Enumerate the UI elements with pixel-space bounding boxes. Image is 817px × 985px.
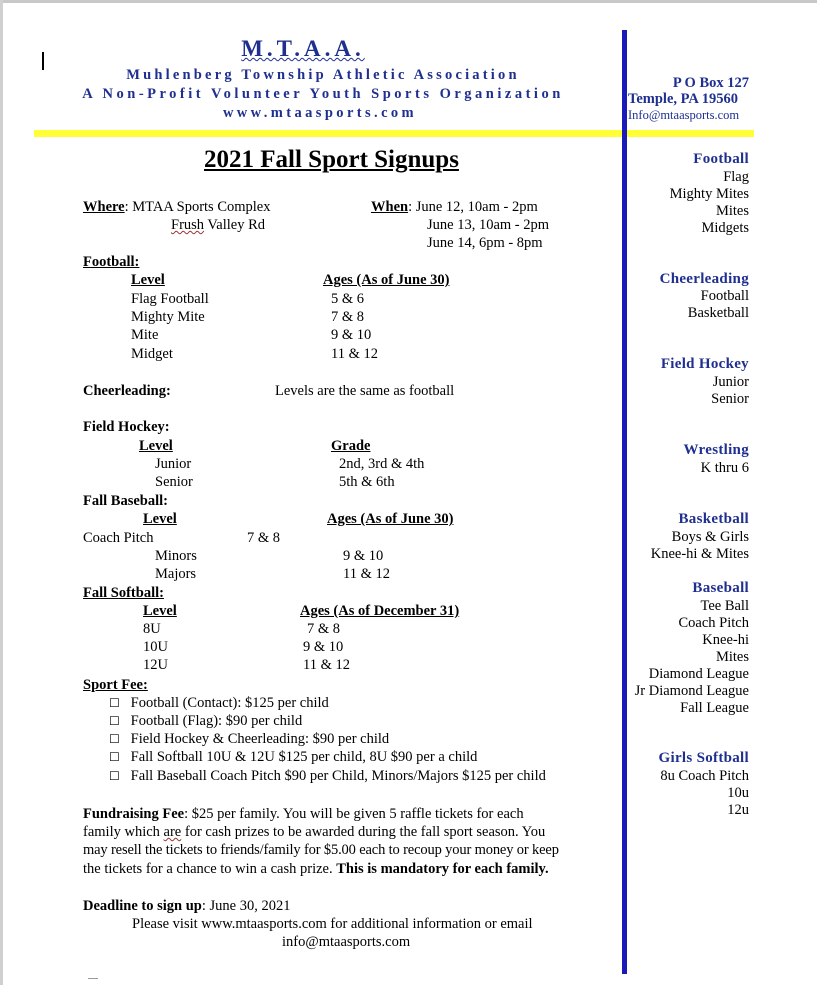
sidebar-item: Tee Ball <box>700 598 749 614</box>
field-hockey-grade-header: Grade <box>331 438 371 454</box>
fall-baseball-level: Minors <box>155 548 197 564</box>
checkbox-icon: ☐ <box>109 750 120 764</box>
sidebar-item: Junior <box>712 374 749 390</box>
sidebar-item: Senior <box>711 391 749 407</box>
sidebar-heading: Cheerleading <box>659 271 749 287</box>
football-ages: 11 & 12 <box>331 346 378 362</box>
cheerleading-heading: Cheerleading: <box>83 383 171 399</box>
checkbox-icon: ☐ <box>109 714 120 728</box>
sidebar-item: K thru 6 <box>700 460 749 476</box>
po-box: P O Box 127 <box>672 75 749 91</box>
fall-baseball-ages: 11 & 12 <box>343 566 390 582</box>
fall-softball-level: 12U <box>143 657 168 673</box>
sidebar-item: Coach Pitch <box>678 615 749 631</box>
when-line: When: June 12, 10am - 2pm <box>371 199 538 215</box>
deadline-line: Deadline to sign up: June 30, 2021 <box>83 898 291 914</box>
sidebar-item: 8u Coach Pitch <box>660 768 749 784</box>
sidebar-item: Football <box>700 288 749 304</box>
field-hockey-grade: 2nd, 3rd & 4th <box>339 456 425 472</box>
fall-softball-heading: Fall Softball: <box>83 585 164 601</box>
sidebar-heading: Wrestling <box>683 442 749 458</box>
fall-softball-ages: 9 & 10 <box>303 639 344 655</box>
fundraising-line: the tickets for a chance to win a cash prize. This is mandatory for each family. <box>83 861 549 877</box>
org-name: Muhlenberg Township Athletic Association <box>126 67 520 83</box>
page-top-edge <box>0 0 817 3</box>
yellow-rule <box>34 130 754 137</box>
fee-item: ☐ Fall Softball 10U & 12U $125 per child, 8U $90 per a child <box>109 749 478 765</box>
sidebar-item: Mighty Mites <box>669 186 749 202</box>
org-website[interactable]: www.mtaasports.com <box>222 105 418 121</box>
sidebar-item: Mites <box>715 649 749 665</box>
contact-email[interactable]: info@mtaasports.com <box>282 934 411 950</box>
sidebar-item: Basketball <box>687 305 749 321</box>
football-level: Midget <box>131 346 173 362</box>
sidebar-item: Knee-hi & Mites <box>650 546 749 562</box>
fall-baseball-level-header: Level <box>143 511 177 527</box>
sidebar-item: Mites <box>715 203 749 219</box>
checkbox-icon: ☐ <box>109 732 120 746</box>
fee-item: ☐ Football (Flag): $90 per child <box>109 713 303 729</box>
field-hockey-level: Junior <box>155 456 192 472</box>
sidebar-item: Midgets <box>701 220 749 236</box>
field-hockey-level-header: Level <box>139 438 173 454</box>
fall-softball-level: 10U <box>143 639 168 655</box>
fall-baseball-ages-header: Ages (As of June 30) <box>327 511 454 527</box>
football-ages: 9 & 10 <box>331 327 372 343</box>
field-hockey-level: Senior <box>155 474 193 490</box>
sidebar-item: Jr Diamond League <box>634 683 749 699</box>
where-line: Where: MTAA Sports Complex <box>83 199 271 215</box>
sidebar-heading: Basketball <box>678 511 749 527</box>
visit-line: Please visit www.mtaasports.com for additional information or email <box>132 916 533 932</box>
fee-item: ☐ Football (Contact): $125 per child <box>109 695 329 711</box>
org-subtitle: A Non-Profit Volunteer Youth Sports Organization <box>82 86 564 102</box>
sidebar-item: Fall League <box>680 700 749 716</box>
sidebar-item: Diamond League <box>648 666 749 682</box>
blue-divider <box>622 30 627 974</box>
fall-softball-level-header: Level <box>143 603 177 619</box>
fundraising-line: may resell the tickets to friends/family for $5.00 each to recoup your money or keep <box>83 842 559 858</box>
fall-softball-ages: 7 & 8 <box>307 621 341 637</box>
fee-item: ☐ Fall Baseball Coach Pitch $90 per Child, Minors/Majors $125 per child <box>109 768 546 784</box>
sidebar-heading: Field Hockey <box>660 356 749 372</box>
sidebar-heading: Girls Softball <box>658 750 749 766</box>
fall-softball-ages: 11 & 12 <box>303 657 350 673</box>
fall-baseball-heading: Fall Baseball: <box>83 493 168 509</box>
fall-softball-level: 8U <box>143 621 161 637</box>
fall-baseball-level: Coach Pitch <box>83 530 154 546</box>
when-date-2: June 13, 10am - 2pm <box>427 217 550 233</box>
page-title: 2021 Fall Sport Signups <box>204 146 459 173</box>
sidebar-heading: Baseball <box>692 580 749 596</box>
checkbox-icon: ☐ <box>109 769 120 783</box>
fall-baseball-level: Majors <box>155 566 197 582</box>
football-level: Flag Football <box>131 291 209 307</box>
where-line-2: Frush Valley Rd <box>171 217 265 233</box>
football-level: Mite <box>131 327 159 343</box>
football-level: Mighty Mite <box>131 309 205 325</box>
page-left-edge <box>0 0 3 985</box>
sidebar-item: 12u <box>727 802 749 818</box>
sidebar-item: Knee-hi <box>702 632 749 648</box>
checkbox-icon: ☐ <box>109 696 120 710</box>
fundraising-line: family which are for cash prizes to be awarded during the fall sport season. You <box>83 824 546 840</box>
football-ages: 5 & 6 <box>331 291 365 307</box>
sidebar-item: 10u <box>727 785 749 801</box>
field-hockey-grade: 5th & 6th <box>339 474 395 490</box>
cheerleading-note: Levels are the same as football <box>275 383 455 399</box>
page-corner-mark <box>88 978 98 979</box>
fall-softball-ages-header: Ages (As of December 31) <box>300 603 460 619</box>
fall-baseball-ages: 9 & 10 <box>343 548 384 564</box>
sidebar-item: Flag <box>723 169 749 185</box>
football-heading: Football: <box>83 254 140 270</box>
fundraising-line: Fundraising Fee: $25 per family. You will be given 5 raffle tickets for each <box>83 806 524 822</box>
field-hockey-heading: Field Hockey: <box>83 419 170 435</box>
city-line: Temple, PA 19560 <box>628 91 738 107</box>
fee-item: ☐ Field Hockey & Cheerleading: $90 per child <box>109 731 390 747</box>
sidebar-item: Boys & Girls <box>671 529 749 545</box>
text-cursor <box>42 52 44 70</box>
org-title: M.T.A.A. <box>241 36 365 61</box>
fall-baseball-ages: 7 & 8 <box>247 530 281 546</box>
football-ages-header: Ages (As of June 30) <box>323 272 450 288</box>
when-date-3: June 14, 6pm - 8pm <box>427 235 543 251</box>
sport-fee-heading: Sport Fee: <box>83 677 148 693</box>
football-ages: 7 & 8 <box>331 309 365 325</box>
sidebar-heading: Football <box>693 151 749 167</box>
header-email[interactable]: Info@mtaasports.com <box>628 108 740 122</box>
football-level-header: Level <box>131 272 165 288</box>
